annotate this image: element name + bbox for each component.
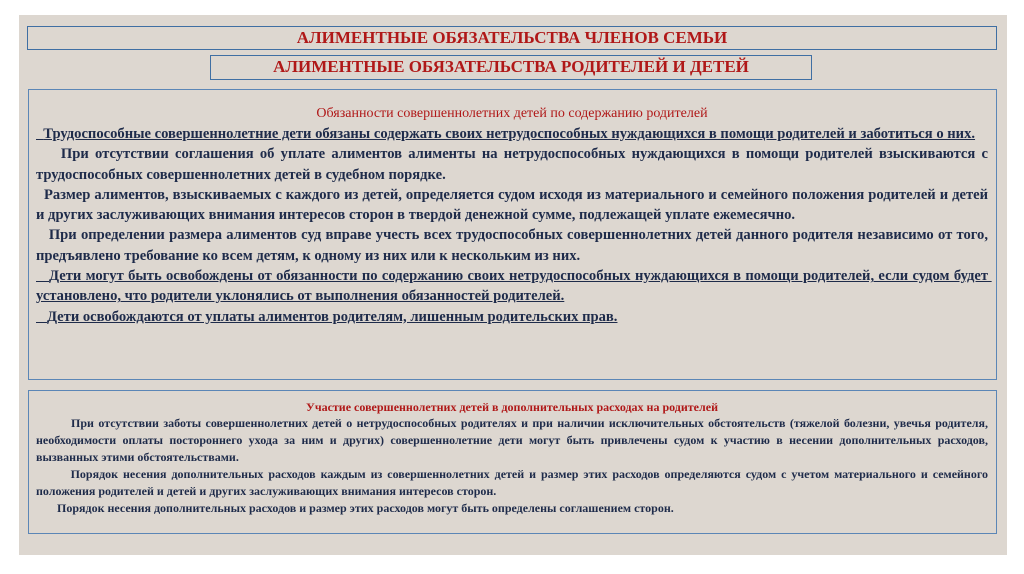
expenses-panel: [28, 390, 997, 534]
main-title: АЛИМЕНТНЫЕ ОБЯЗАТЕЛЬСТВА ЧЛЕНОВ СЕМЬИ: [27, 26, 997, 50]
duties-paragraph-1: Трудоспособные совершеннолетние дети обязаны содержать своих нетрудоспособных нуждающихся в помощи родителей и заботиться о них.: [36, 126, 976, 142]
duties-heading: Обязанности совершеннолетних детей по содержанию родителей: [316, 106, 708, 121]
duties-panel: [28, 89, 997, 380]
sub-title: АЛИМЕНТНЫЕ ОБЯЗАТЕЛЬСТВА РОДИТЕЛЕЙ И ДЕТЕЙ: [210, 55, 812, 80]
duties-paragraph-5: Дети могут быть освобождены от обязанности по содержанию своих нетрудоспособных нуждающихся в помощи родителей, если судом будет установлено, что родители уклонялись от выполнения обязанностей родителей.: [36, 268, 992, 305]
duties-paragraph-4: При определении размера алиментов суд вправе учесть всех трудоспособных совершеннолетних детей данного родителя независимо от того, предъявлено требование ко всем детям, к одному из них или к нескольким из них.: [36, 227, 992, 264]
duties-paragraph-3: Размер алиментов, взыскиваемых с каждого из детей, определяется судом исходя из материального и семейного положения родителей и детей и других заслуживающих внимания интересов сторон в твердой денежной сумме, подлежащей уплате ежемесячно.: [36, 186, 992, 224]
expenses-heading: Участие совершеннолетних детей в дополнительных расходах на родителей: [306, 400, 718, 414]
duties-paragraph-6: Дети освобождаются от уплаты алиментов родителям, лишенным родительских прав.: [36, 308, 618, 325]
duties-paragraph-2: При отсутствии соглашения об уплате алиментов алименты на нетрудоспособных нуждающихся в помощи родителей взыскиваются с трудоспособных совершеннолетних детей в судебном порядке.: [36, 146, 992, 183]
expenses-paragraph-2: Порядок несения дополнительных расходов каждым из совершеннолетних детей и размер этих расходов определяются судом с учетом материального и семейного положения родителей и детей и других заслуживающих внимания интересов сторон.: [36, 467, 992, 498]
expenses-paragraph-3: Порядок несения дополнительных расходов и размер этих расходов могут быть определены соглашением сторон.: [36, 501, 674, 515]
expenses-paragraph-1: При отсутствии заботы совершеннолетних детей о нетрудоспособных родителях и при наличии исключительных обстоятельств (тяжелой болезни, увечья родителя, необходимости оплаты постороннего ухода за ним и других) совершеннолетние дети могут быть привлечены судом к участию в несении дополнительных расходов, вызванных этими обстоятельствами.: [36, 416, 991, 464]
